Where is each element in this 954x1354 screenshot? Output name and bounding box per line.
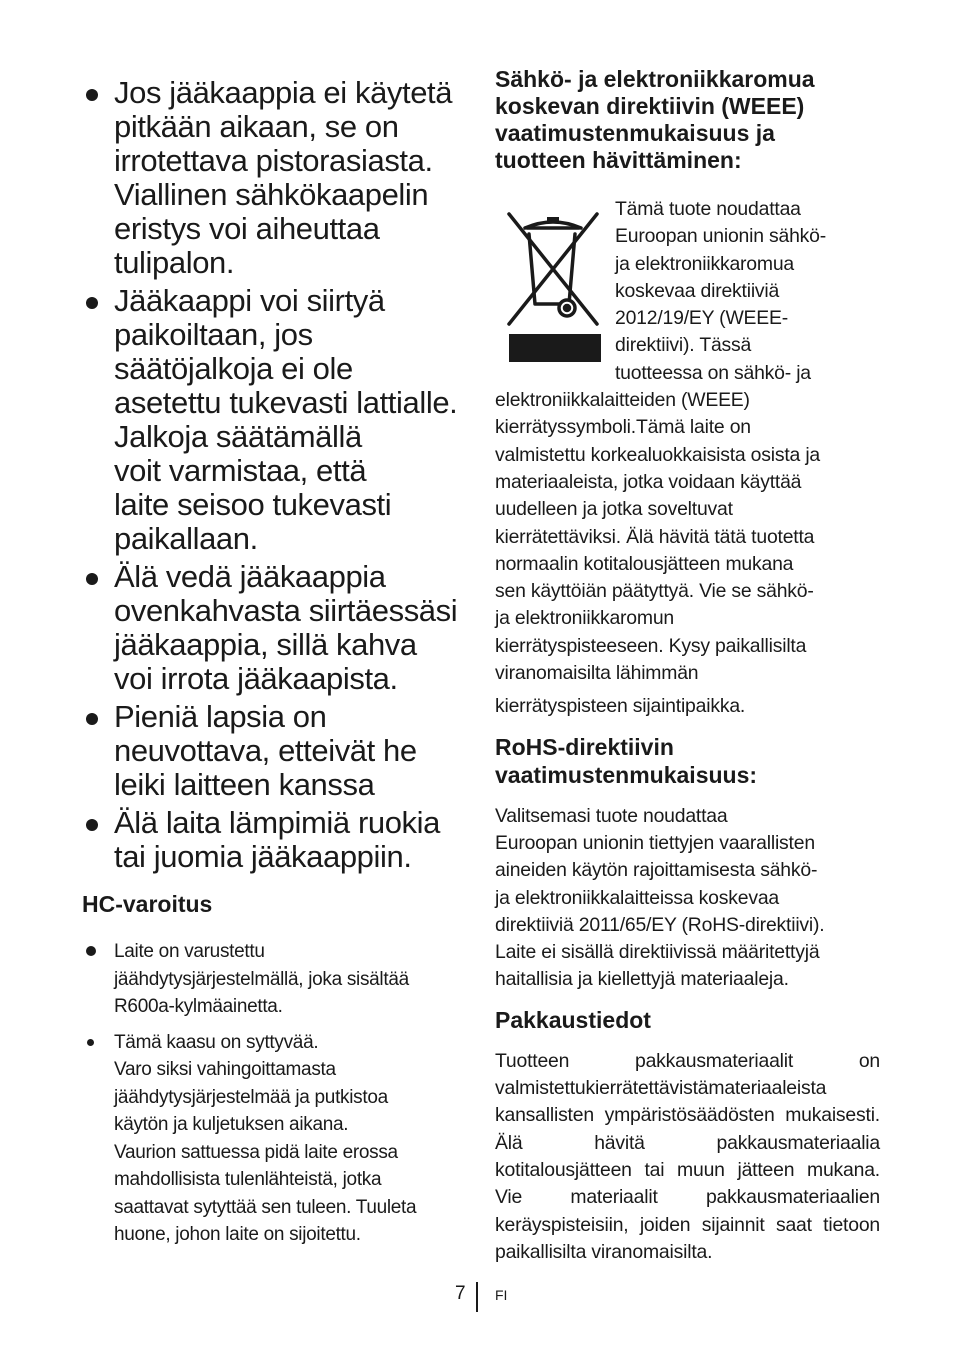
weee-black-bar [509, 334, 601, 362]
hc-warning-list [82, 938, 472, 1249]
warning-item [82, 560, 472, 696]
language-code: FI [495, 1287, 508, 1303]
warning-text: Jos jääkaappia ei käytetä pitkään aikaan, se on irrotettava pistorasiasta. Viallinen sähkökaapelin eristys voi aiheuttaa tulipalon. [114, 75, 453, 280]
warning-text: Pieniä lapsia on neuvottava, etteivät he leiki laitteen kanssa [114, 699, 417, 802]
left-column [82, 76, 472, 1257]
warning-item [82, 700, 472, 802]
weee-heading: Sähkö- ja elektroniikkaromua koskevan direktiivin (WEEE) vaatimustenmukaisuus ja tuotteen hävittäminen: [495, 66, 815, 173]
bin-icon-graphic [497, 206, 607, 331]
hc-item-text: Tämä kaasu on syttyvää. Varo siksi vahingoittamasta jäähdytysjärjestelmää ja putkistoa käytön ja kuljetuksen aikana. Vaurion sattuessa pidä laite erossa mahdollisista tulenlähteistä, jotka saattavat sytyttää sen tuleen. Tuuleta huone, johon laite on sijoitettu. [114, 1031, 417, 1245]
bullet-icon [87, 1039, 94, 1046]
hc-item-text: Laite on varustettu jäähdytysjärjestelmällä, joka sisältää R600a-kylmäainetta. [114, 941, 409, 1017]
hc-item [82, 938, 472, 1021]
bullet-icon [86, 819, 98, 831]
hc-item [82, 1029, 472, 1249]
packaging-heading: Pakkaustiedot [495, 1006, 651, 1033]
weee-section [495, 196, 880, 721]
packaging-text: Tuotteen pakkausmateriaalit on valmistettukierrätettävistämateriaaleista kansallisten ympäristösäädösten mukaisesti. Älä hävitä pakkausmateriaalia kotitalousjätteen tai muun jätteen mukana. Vie materiaalit pakkausmateriaalien keräyspisteisiin, joiden sijainnit saat tietoon paikallisilta viranomaisilta. [495, 1049, 880, 1263]
rohs-heading: RoHS-direktiivin vaatimustenmukaisuus: [495, 733, 758, 788]
bullet-icon [86, 713, 98, 725]
warning-item [82, 806, 472, 874]
weee-text: Tämä tuote noudattaa Euroopan unionin sähkö- ja elektroniikkaromua koskevaa direktiiviä 2012/19/EY (WEEE- direktiivi). Tässä tuotteessa on sähkö- ja elektroniikkalaitteiden (WEEE) kierrätyssymboli.Tämä laite on valmistettu korkealuokkaisista osista ja materiaaleista, jotka voidaan käyttää uudelleen ja jotka soveltuvat kierrätettäviksi. Älä hävitä tätä tuotetta normaalin kotitalousjätteen mukana sen käyttöiän päätyttyä. Vie se sähkö- ja elektroniikkaromun kierrätyspisteeseen. Kysy paikallisilta viranomaisilta lähimmän [495, 198, 827, 685]
warning-item [82, 76, 472, 280]
warning-text: Älä laita lämpimiä ruokia tai juomia jääkaappiin. [114, 805, 440, 874]
hc-warning-heading: HC-varoitus [82, 891, 213, 917]
warning-text: Jääkaappi voi siirtyä paikoiltaan, jos säätöjalkoja ei ole asetettu tukevasti lattialle. Jalkoja säätämällä voit varmistaa, että laite seisoo tukevasti paikallaan. [114, 283, 458, 556]
bullet-icon [86, 573, 98, 585]
bullet-icon [86, 89, 98, 101]
crossed-out-wheelie-bin-icon [497, 206, 607, 368]
rohs-text: Valitsemasi tuote noudattaa Euroopan unionin tiettyjen vaarallisten aineiden käytön rajoittamisesta sähkö- ja elektroniikkalaitteissa koskevaa direktiiviä 2011/65/EY (RoHS-direktiivi). Laite ei sisällä direktiivissä määritettyjä haitallisia ja kiellettyjä materiaaleja. [495, 804, 825, 991]
weee-text-last: kierrätyspisteen sijaintipaikka. [495, 695, 746, 718]
right-column [495, 66, 880, 1266]
bullet-icon [86, 297, 98, 309]
safety-warning-list [82, 76, 472, 874]
warning-text: Älä vedä jääkaappia ovenkahvasta siirtäessäsi jääkaappia, sillä kahva voi irrota jääkaapista. [114, 559, 458, 696]
warning-item [82, 284, 472, 556]
footer-divider [476, 1282, 478, 1312]
page-number: 7 [455, 1283, 466, 1304]
bullet-icon [86, 946, 96, 956]
